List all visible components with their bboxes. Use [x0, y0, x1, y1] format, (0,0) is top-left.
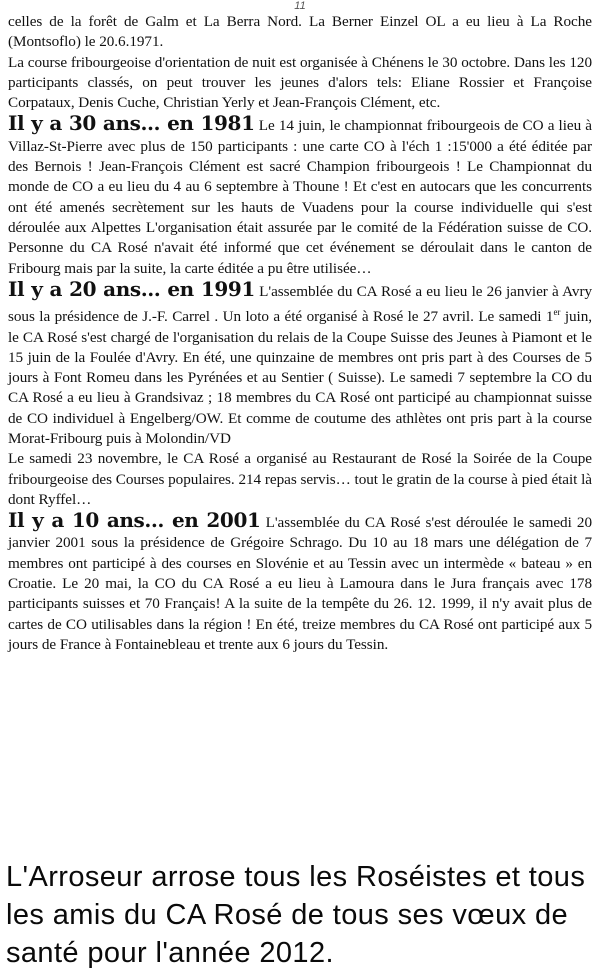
section-1991-text-a: L'assemblée du CA Rosé a eu lieu le 26 janvier à Avry sous la présidence de J.-F. Carrel . Un loto a été organisé à Rosé le 27 avril. Le samedi 1	[8, 282, 592, 326]
closing-wishes: L'Arroseur arrose tous les Roséistes et tous les amis du CA Rosé de tous ses vœux de santé pour l'année 2012.	[6, 861, 586, 969]
intro-paragraph-2: La course fribourgeoise d'orientation de nuit est organisée à Chénens le 30 octobre. Dans les 120 participants classés, on peut trouver les jeunes d'alors tels: Eliane Rossier et Françoise Corpataux, Denis Cuche, Christian Yerly et Jean-François Clément, etc.	[8, 53, 592, 112]
intro-paragraph-1: celles de la forêt de Galm et La Berra Nord. La Berner Einzel OL a eu lieu à La Roche (Montsoflo) le 20.6.1971.	[8, 13, 592, 51]
section-1991-text-b: juin, le CA Rosé s'est chargé de l'organisation du relais de la Coupe Suisse des Jeunes à Piamont et le 15 juin de la Foulée d'Avry. En été, une quinzaine de membres ont pris part à des Courses de 5 jours à Font Romeu dans les Pyrénées et au Sentier ( Suisse). Le samedi 7 septembre la CO du CA Rosé a eu lieu à Grandsivaz ; 18 membres du CA Rosé ont participé au championnat suisse de CO individuel à Engelberg/OW. Et comme de coutume des athlètes ont pris part à la course Morat-Fribourg puis à Molondin/VD	[8, 308, 592, 447]
section-2001	[8, 510, 592, 655]
heading-1991: Il y a 20 ans… en 1991	[8, 276, 255, 301]
section-2001-text: L'assemblée du CA Rosé s'est déroulée le samedi 20 janvier 2001 sous la présidence de Grégoire Schrago. Du 10 au 18 mars une délégation de 7 membres ont participé à des courses en Slovénie et au Tessin avec un intermède « bateau » en Croatie. Le 20 mai, la CO du CA Rosé a eu lieu à Lamoura dans le Jura français avec 178 participants suisses et 70 Français! A la suite de la tempête du 26. 12. 1999, il n'y avait plus de cartes de CO utilisables dans la région ! En été, treize membres du CA Rosé ont participé aux 5 jours de France à Fontainebleau et trente aux 6 jours du Tessin.	[8, 514, 592, 653]
heading-1981: Il y a 30 ans… en 1981	[8, 111, 255, 136]
section-1981-text: Le 14 juin, le championnat fribourgeois de CO a lieu à Villaz-St-Pierre avec plus de 150 participants : une carte CO à l'éch 1 :15'000 a été éditée par des Bernois ! Jean-François Clément est sacré Champion fribourgeois ! Le Championnat du monde de CO a eu lieu du 4 au 6 septembre à Thoune ! Et c'est en autocars que les concurrents ont été amenés secrètement sur les hauts de Vuadens pour la course individuelle qui s'est déroulée aux Alpettes L'organisation était assurée par le comité de la Fédération suisse de CO. Personne du CA Rosé n'avait été informé que cet événement se déroulait dans le canton de Fribourg mais par la suite, la carte éditée a pu être utilisée…	[8, 117, 592, 277]
section-1981	[8, 113, 592, 278]
page-number: 11	[294, 0, 306, 12]
section-1991	[8, 276, 592, 449]
section-1991-paragraph-2: Le samedi 23 novembre, le CA Rosé a organisé au Restaurant de Rosé la Soirée de la Coupe fribourgeoise des Courses populaires. 214 repas servis… tout le gratin de la course à pied était là dont Ryffel…	[8, 450, 592, 508]
heading-2001: Il y a 10 ans… en 2001	[8, 508, 261, 533]
article-body	[8, 12, 592, 655]
section-1991-superscript: er	[553, 307, 561, 318]
